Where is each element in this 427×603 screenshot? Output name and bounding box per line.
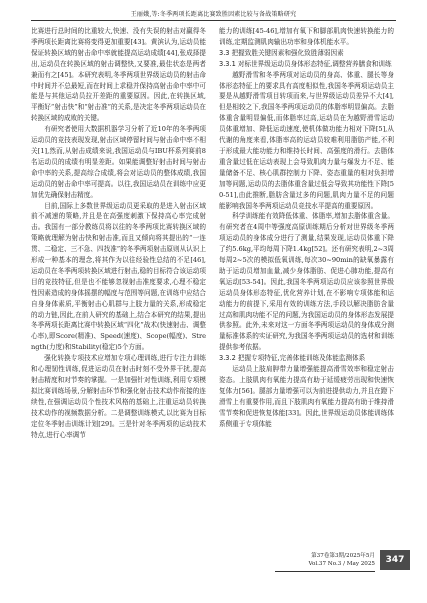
body-paragraph: 越野滑雪和冬季两项对运动员的身高、体重、腿长等身体形态特征上的要求具有高度相似性,我国冬季两项运动员主要是从越野滑雪项目转项而来,与世界级运动员差异不大[4],但是相较之下,我国冬季两项运动员的体脂率明显偏高。去脂体重含量明显偏低,而体脂率过高,运动员在为越野滑雪运动员体重增加、降低运动速度,使机体做功能力相对下降[5],从代谢的角度来看,体脂率高的运动员较难利用脂肪产能,不利于形成最大能功能力和维持长时间、高强度的滑行。去脂体重含量过低在运动表现上会导致肌肉力量与爆发力不足、能量储备不足、核心肌群控制力下降、姿态重量的相对负担增加等问题,运动员的去脂体重含量过低会导致其功能性下降[50-51],由此推断,脂肪含量过多的问题,肌肉力量不足的问题能影响我国冬季两项运动员竞技水平提高的重要原因。	[219, 70, 394, 210]
subsection-heading: 3.3.2 把握专项特征,完善体能训练及体能监测体系	[219, 354, 366, 363]
issue-line-english: Vol.37 No.3 / May 2025	[308, 561, 375, 567]
header-rule	[31, 20, 396, 21]
section-heading: 3.3 把握致胜关键因素和强化致胜薄弱因素	[219, 48, 344, 57]
footer-rule	[275, 571, 375, 572]
body-paragraph: 强化转换专项技术应增加专项心理训练,进行专注力训练和心理韧性训练,促进运动员在射击时刻不受外界干扰,提高射击精度和对节奏的掌握。一是加强针对性训练,利用专项模拟比赛训练场景,分解射击环节和强化射击技术动作衔接的连续性,在强调运动员个性技术风格的基础上,注重运动员转换技术动作的视频数据分析。二是调整训练模式,以比赛为目标定位冬季射击训练计划[29]。三是针对冬季两项的运动技术特点,进行心率调节	[31, 354, 206, 439]
subsection-heading: 3.3.1 对标世界级运动员身体形态特征,调整营养膳食和训练	[219, 59, 392, 68]
issue-info	[255, 552, 375, 568]
right-column	[219, 26, 394, 553]
body-paragraph: 有研究者使用大数据机器学习分析了近10年的冬季两项运动员的竞技表现发现,射击区域停留时间与射击命中率不相关[1],然而,从射击成绩来说,我国运动员与IBU杯系列赛前8名运动员的成绩有明显差距。如果能调整好射击时间与射击命中率的关系,提高综合成绩,将会对运动员的整体成绩,我国运动员的射击命中率可提高。以往,我国运动员在训练中应更加优先确保射击精度。	[31, 125, 206, 199]
body-paragraph: 运动员上肢肩胛带力量增强能提高滑雪效率和稳定射击姿态。上肢肌肉有氧能力提高有助于延缓疲劳出现和快速恢复体力[56]。腿部力量增强可以为前进提供动力,并且在蹬下滑雪上有重要作用,而且下肢肌肉有氧能力提高有助于维持滑雪节奏和促进恢复体能[33]。因此,世界级运动员体能训练体系侧重于专项体能	[219, 365, 394, 428]
body-paragraph: 能力的训练[45-46],增加有氧下和脚部肌肉快速转换能力的训练,定期监测肌肉输出功率和身体机能水平。	[219, 27, 394, 46]
running-header: 王丽娥,等:冬季两项长距离比赛致胜因素比较与备战策略研究	[130, 11, 297, 18]
page-number: 347	[380, 550, 410, 570]
body-paragraph: 比赛进行总时间的比重较大,快速、没有失误的射击对赢得冬季两项长距离比赛将变得更加重要[43]。黄滨认为,运动员能保证转换区域的射击命中率就能提高运动成绩[44],张成择提出,运动员在转换区域的射击调整快,又要准,最佳状态是两者兼而有之[45]。本研究表明,冬季两项世界级运动员的射击命中时间并不总最短,而在时间上求稳并保持高射击命中率中可能是与其他运动员拉开差距的重要原因。因此,在转换区域,平衡好“射击快”和“射击准”的关系,是决定冬季两项运动员在转换区域的成败的关键。	[31, 27, 206, 123]
issue-line-chinese: 第37卷第3期/2025年5月	[311, 553, 375, 559]
body-paragraph: 目前,国际上多数世界级运动员更采取的是进入射击区域前不减速的策略,并且是在高强度刺激下保持高心率完成射击。我国有一部分教练员将以往的冬季两项比赛转换区域的策略就理解为射击快和射击准,而且又倾向将其提出的“一连贯、二稳定、三不急、四找准”的冬季两项射击原则从认识上形成一种基本的理念,将其作为以往经验性总结的不足[46],运动员在冬季两项转换区域进行射击,稳的目标符合该运动项目的竞技特征,但是也不能够忽视射击准度要求,心理不稳定性因素造成的身体摇摆的幅度与范围等问题,在训练中应结合自身身体素质,平衡射击心肌群与上肢力量的关系,形成稳定的动力链,因此,在前人研究的基础上,结合本研究的结果,提出冬季两项长距离比赛中转换区域“四化”战术(快速射击、调整心率),即Score(精准)、Speed(速度)、Scope(幅度)、Strength(力度)和Stability(稳定)5个方面。	[31, 201, 206, 352]
body-paragraph: 科学训练能有效降低体重、体脂率,增加去脂体重含量。有研究者在4周中等强度高原训练期后分析对世界级冬季两项运动员的身体成分进行了测量,结果发现,运动员体重下降了约5.6kg,平均每周下降1.4kg[52]。还有研究表明,2~3周每周2~5次的模拟低氧训练,每次30~90min的缺氧暴露有助于运动员增加血量,减少身体脂肪、促进心肺功能,提高有氧运动[53-54]。因此,我国冬季两项运动员应该参照世界级运动员身体形态特征,优化营养计划,在不影响专项体能和运动能力的前提下,采用有效的训练方法,手段以解决脂肪含量过高和肌肉功能不足的问题,为我国运动员的身体形态发展提供参照。此外,未来对这一方面冬季两项运动员的身体成分测量标准体系的实证研究,为我国冬季两项运动员的选材和训练提供参考依据。	[219, 212, 394, 352]
left-column	[31, 26, 206, 553]
